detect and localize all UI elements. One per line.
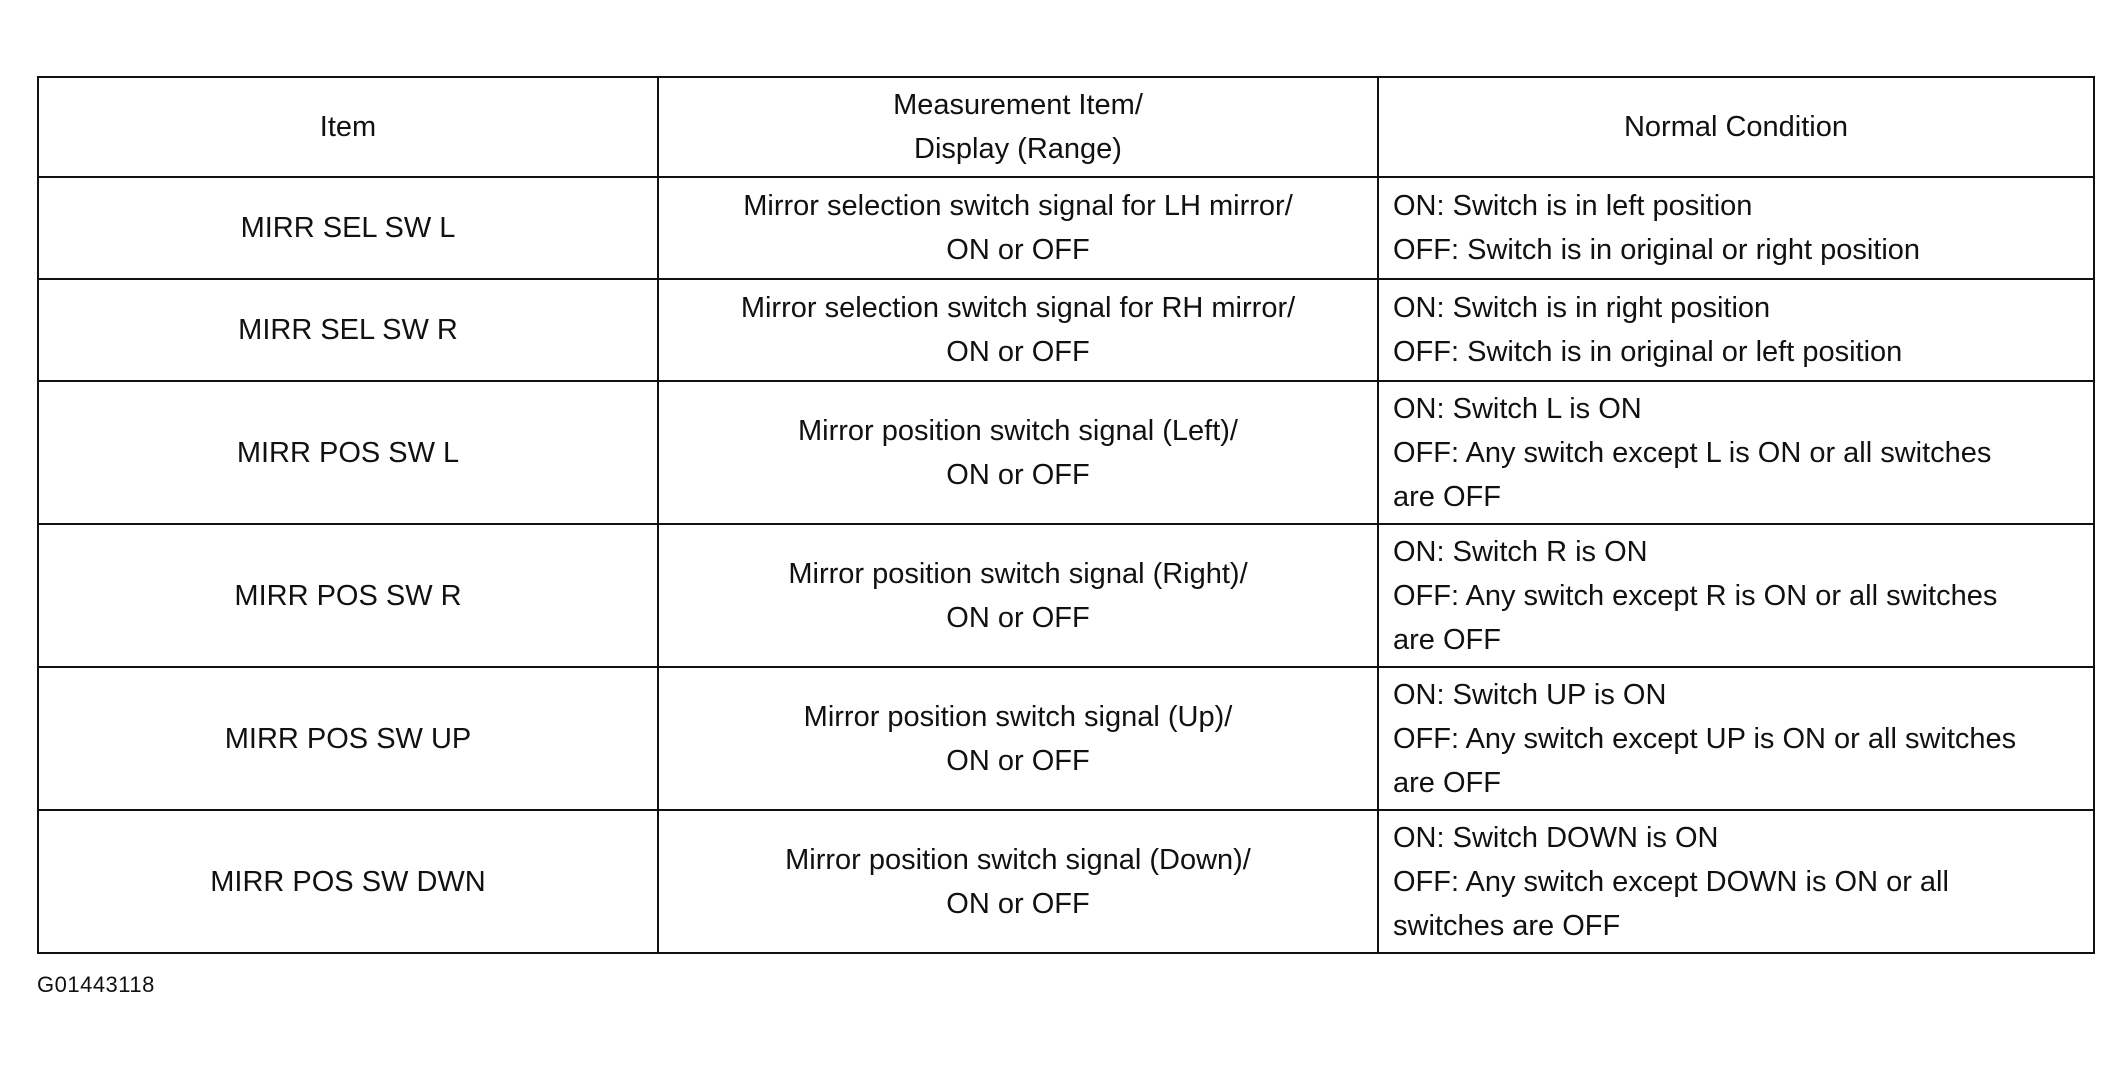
measurement-range: ON or OFF: [946, 744, 1090, 777]
condition-line: ON: Switch is in left position: [1393, 190, 1753, 222]
condition-cell: [1378, 524, 2094, 667]
table-row: [38, 667, 2094, 810]
measurement-line: Mirror position switch signal (Right)/: [788, 557, 1248, 590]
header-measurement-line-2: Display (Range): [914, 133, 1122, 165]
measurement-line: Mirror position switch signal (Left)/: [798, 414, 1238, 447]
condition-line: are OFF: [1393, 766, 1501, 799]
measurement-cell: [658, 177, 1378, 279]
condition-cell: [1378, 177, 2094, 279]
item-name: MIRR POS SW UP: [224, 722, 472, 755]
condition-line: ON: Switch R is ON: [1393, 535, 1648, 568]
header-measurement-line-1: Measurement Item/: [893, 89, 1143, 121]
item-cell: [38, 524, 658, 667]
measurement-cell: [658, 810, 1378, 953]
condition-line: OFF: Any switch except L is ON or all switches: [1393, 436, 1992, 469]
condition-cell: [1378, 381, 2094, 524]
item-cell: [38, 177, 658, 279]
condition-line: are OFF: [1393, 623, 1501, 656]
measurement-range: ON or OFF: [946, 234, 1090, 266]
header-condition-label: Normal Condition: [1623, 111, 1849, 143]
header-item: [38, 77, 658, 177]
header-measurement: [658, 77, 1378, 177]
measurement-line: Mirror position switch signal (Up)/: [803, 700, 1233, 733]
condition-line: OFF: Any switch except R is ON or all switches: [1393, 579, 1998, 612]
item-cell: [38, 667, 658, 810]
measurement-line: Mirror selection switch signal for RH mirror/: [740, 292, 1296, 324]
condition-line: ON: Switch is in right position: [1393, 292, 1771, 324]
condition-line: ON: Switch DOWN is ON: [1393, 821, 1719, 854]
condition-line: OFF: Switch is in original or left position: [1393, 336, 1903, 368]
item-name: MIRR POS SW L: [236, 436, 460, 469]
item-cell: [38, 279, 658, 381]
condition-cell: [1378, 667, 2094, 810]
condition-line: OFF: Any switch except UP is ON or all switches: [1393, 722, 2017, 755]
item-name: MIRR SEL SW L: [240, 212, 456, 244]
measurement-range: ON or OFF: [946, 458, 1090, 491]
measurement-line: Mirror position switch signal (Down)/: [785, 843, 1251, 876]
condition-line: OFF: Any switch except DOWN is ON or all: [1393, 865, 1949, 898]
table-row: [38, 381, 2094, 524]
condition-cell: [1378, 810, 2094, 953]
measurement-cell: [658, 524, 1378, 667]
header-item-label: Item: [319, 111, 377, 143]
condition-line: ON: Switch L is ON: [1393, 392, 1642, 425]
item-name: MIRR SEL SW R: [238, 314, 458, 346]
measurement-range: ON or OFF: [946, 601, 1090, 634]
item-name: MIRR POS SW DWN: [210, 865, 486, 898]
measurement-range: ON or OFF: [946, 336, 1090, 368]
table-row: [38, 279, 2094, 381]
table-row: [38, 810, 2094, 953]
condition-line: ON: Switch UP is ON: [1393, 678, 1667, 711]
condition-line: are OFF: [1393, 480, 1501, 513]
condition-line: OFF: Switch is in original or right position: [1393, 234, 1921, 266]
measurement-cell: [658, 279, 1378, 381]
item-cell: [38, 381, 658, 524]
item-cell: [38, 810, 658, 953]
condition-cell: [1378, 279, 2094, 381]
measurement-cell: [658, 667, 1378, 810]
table-row: [38, 177, 2094, 279]
diagnostic-data-table: [37, 76, 2095, 954]
figure-id: G01443118: [37, 972, 155, 997]
measurement-range: ON or OFF: [946, 887, 1090, 920]
header-condition: [1378, 77, 2094, 177]
condition-line: switches are OFF: [1393, 909, 1621, 942]
item-name: MIRR POS SW R: [234, 579, 462, 612]
measurement-cell: [658, 381, 1378, 524]
measurement-line: Mirror selection switch signal for LH mirror/: [743, 190, 1293, 222]
table-row: [38, 524, 2094, 667]
table-header-row: [38, 77, 2094, 177]
